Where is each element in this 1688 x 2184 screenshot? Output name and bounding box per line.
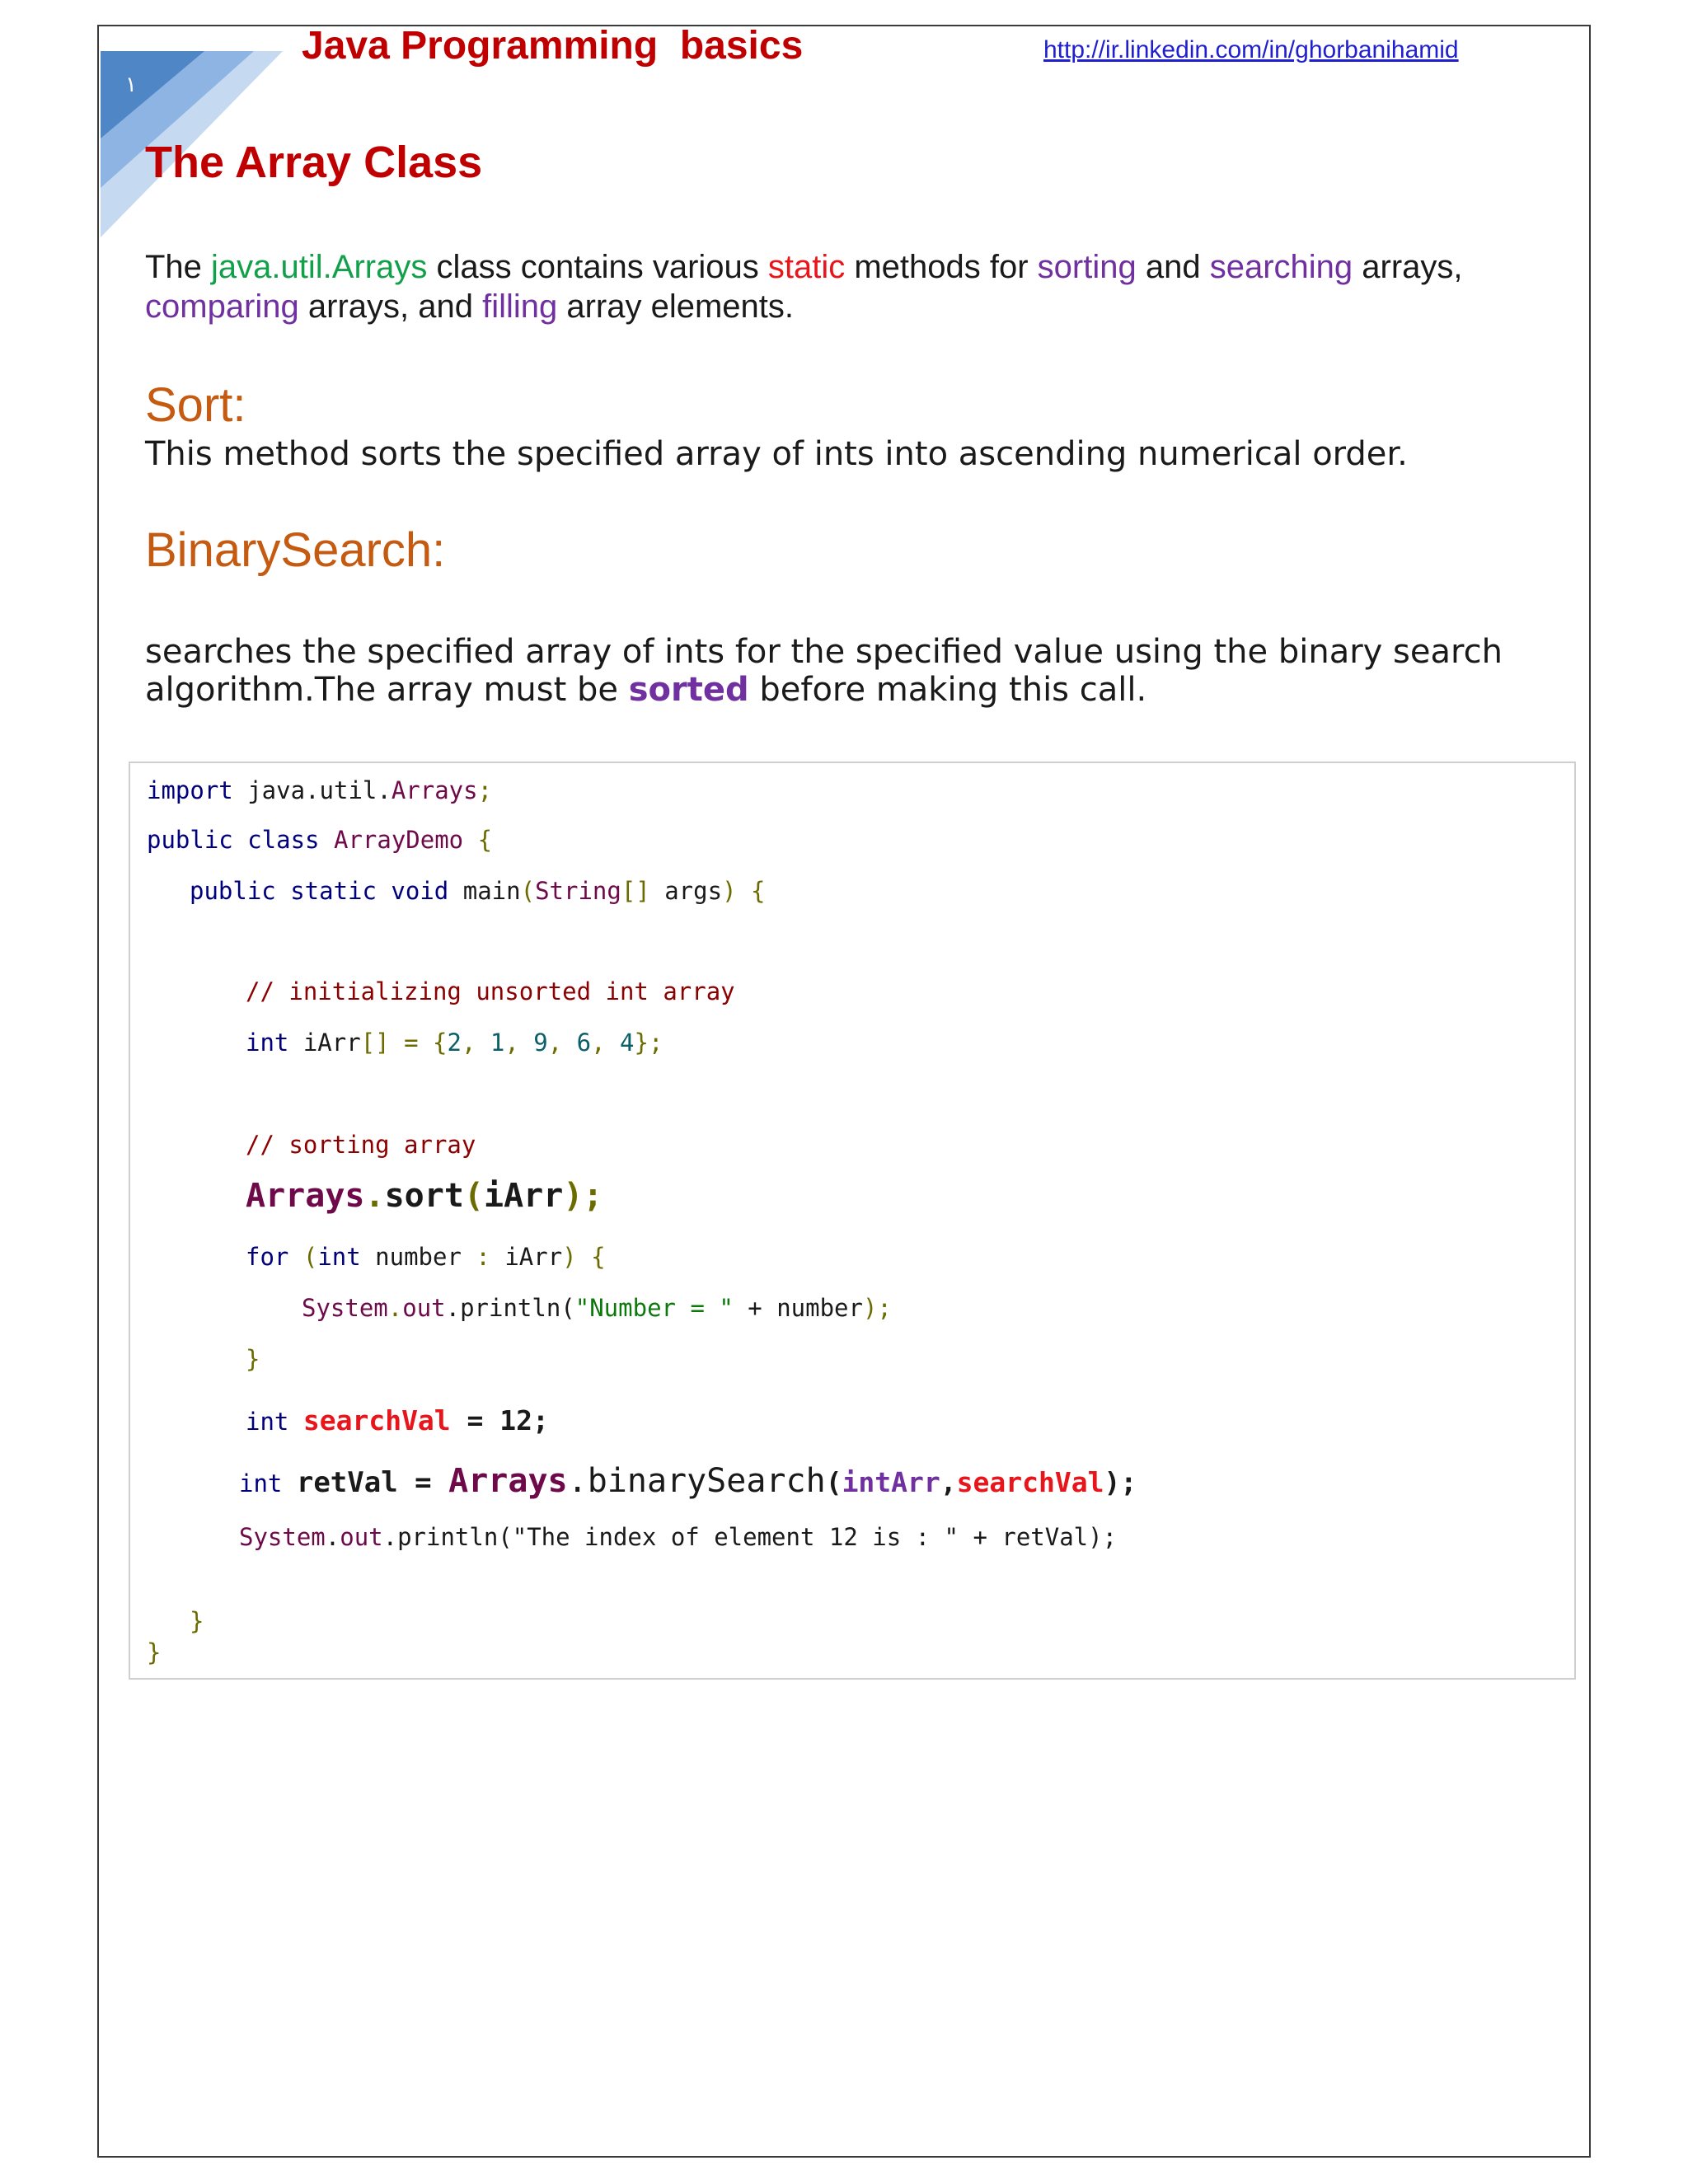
code-line-import: import java.util.Arrays; [147, 776, 493, 804]
code-line-searchval: int searchVal = 12; [246, 1404, 549, 1436]
sorted-term: sorted [628, 671, 749, 709]
header-title: Java Programming basics [302, 24, 804, 68]
intro-paragraph: The java.util.Arrays class contains various static methods for sorting and searching arrays, comparing arrays, and filling array elements. [145, 249, 1463, 325]
code-line-sort: Arrays.sort(iArr); [246, 1177, 603, 1215]
code-line-main-close: } [190, 1607, 204, 1635]
code-line-println-number: System.out.println("Number = " + number); [302, 1294, 892, 1322]
java-util-arrays-term: java.util.Arrays [211, 249, 428, 285]
code-line-println-index: System.out.println("The index of element 12 is : " + retVal); [239, 1523, 1118, 1551]
page-title: The Array Class [145, 138, 483, 187]
code-line-class: public class ArrayDemo { [147, 826, 493, 854]
static-term: static [767, 249, 846, 285]
code-block [129, 762, 1576, 1680]
comparing-term: comparing [145, 288, 299, 325]
filling-term: filling [482, 288, 558, 325]
code-line-array-init: int iArr[] = {2, 1, 9, 6, 4}; [246, 1029, 663, 1057]
binarysearch-description: searches the specified array of ints for the specified value using the binary search algorithm.The array must be sorted before making this call. [145, 633, 1503, 709]
code-comment-init: // initializing unsorted int array [246, 977, 735, 1005]
slide-number: ١ [125, 73, 137, 97]
code-line-class-close: } [147, 1638, 162, 1666]
code-line-for-close: } [246, 1345, 260, 1373]
searching-term: searching [1209, 249, 1353, 285]
binarysearch-heading: BinarySearch: [145, 523, 446, 577]
code-line-for: for (int number : iArr) { [246, 1243, 606, 1271]
sort-heading: Sort: [145, 378, 246, 432]
sorting-term: sorting [1037, 249, 1137, 285]
linkedin-link[interactable]: http://ir.linkedin.com/in/ghorbanihamid [1043, 36, 1459, 63]
sort-description: This method sorts the specified array of ints into ascending numerical order. [145, 435, 1408, 473]
code-line-main: public static void main(String[] args) { [190, 877, 766, 905]
code-comment-sort: // sorting array [246, 1131, 476, 1159]
code-line-binarysearch: int retVal = Arrays.binarySearch(intArr,searchVal); [239, 1462, 1137, 1500]
